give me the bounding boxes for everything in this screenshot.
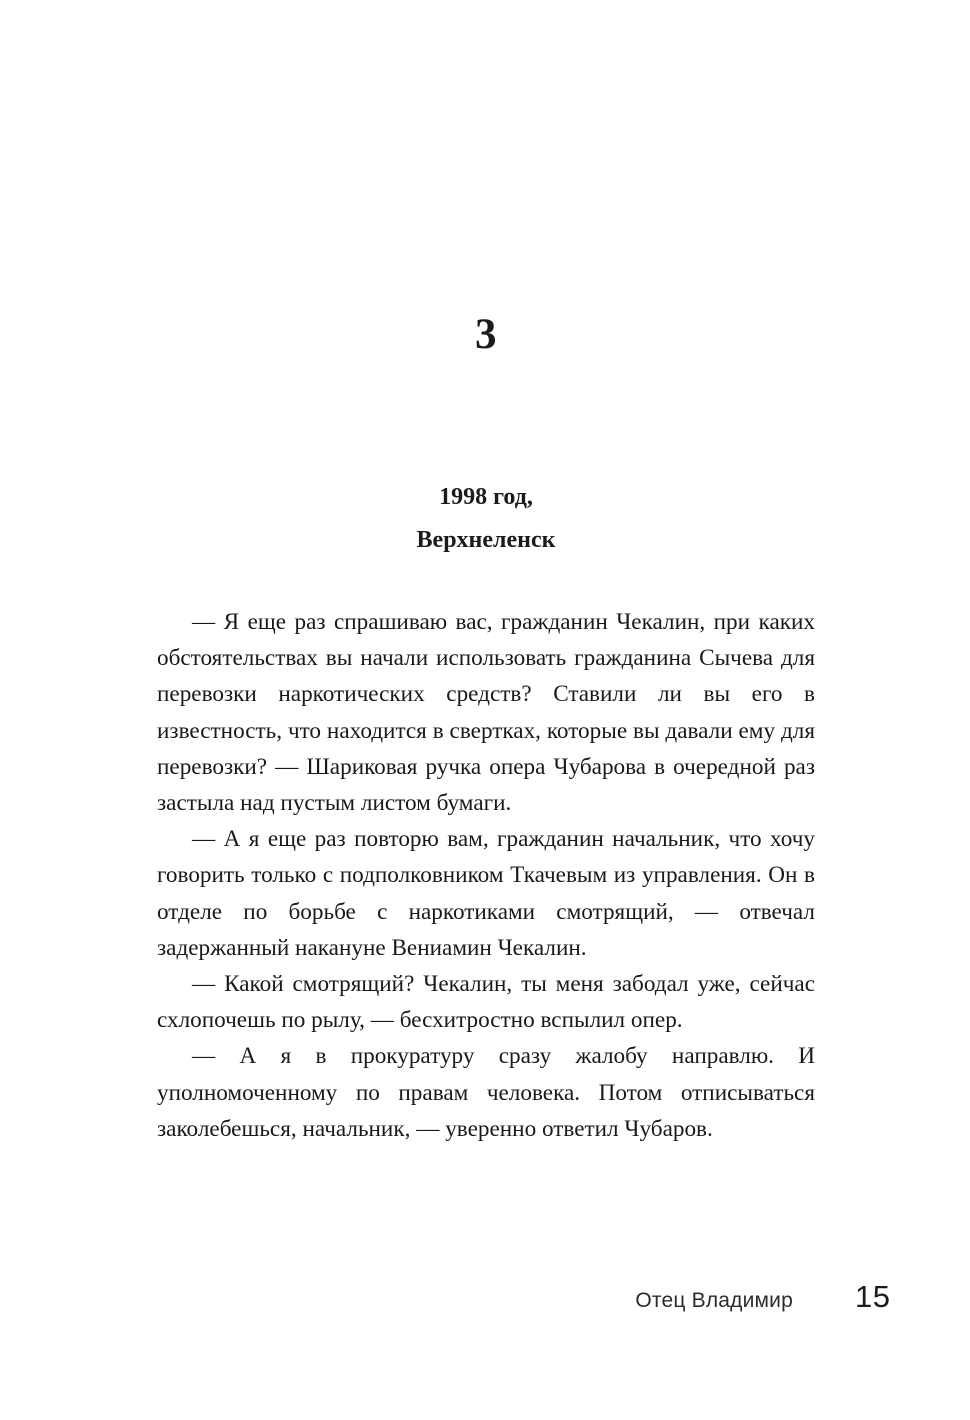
body-paragraph: — Какой смотрящий? Чекалин, ты меня забодал уже, сейчас схлопочешь по рылу, — бесхитростно вспылил опер. (157, 971, 815, 1034)
chapter-subtitle-line-2: Верхнеленск (416, 527, 556, 553)
body-text (157, 604, 815, 1147)
chapter-number: 3 (475, 311, 497, 358)
body-paragraph: — А я в прокуратуру сразу жалобу направлю. И уполномоченному по правам человека. Потом отписываться заколебешься, начальник, — уверенно ответил Чубаров. (157, 1043, 815, 1142)
body-paragraph: — А я еще раз повторю вам, гражданин начальник, что хочу говорить только с подполковником Ткачевым из управления. Он в отделе по борьбе с наркотиками смотрящий, — отвечал задержанный накануне Вениамин Чекалин. (157, 826, 815, 961)
page-number: 15 (855, 1279, 891, 1314)
chapter-subtitle (157, 476, 815, 562)
running-head: Отец Владимир (635, 1289, 793, 1312)
chapter-subtitle-line-1: 1998 год, (439, 484, 533, 510)
body-paragraph: — Я еще раз спрашиваю вас, гражданин Чекалин, при каких обстоятельствах вы начали использовать гражданина Сычева для перевозки наркотических средств? Ставили ли вы его в известность, что находится в свертках, которые вы давали ему для перевозки? — Шариковая ручка опера Чубарова в очередной раз застыла над пустым листом бумаги. (157, 609, 815, 817)
page-footer (157, 1279, 901, 1328)
